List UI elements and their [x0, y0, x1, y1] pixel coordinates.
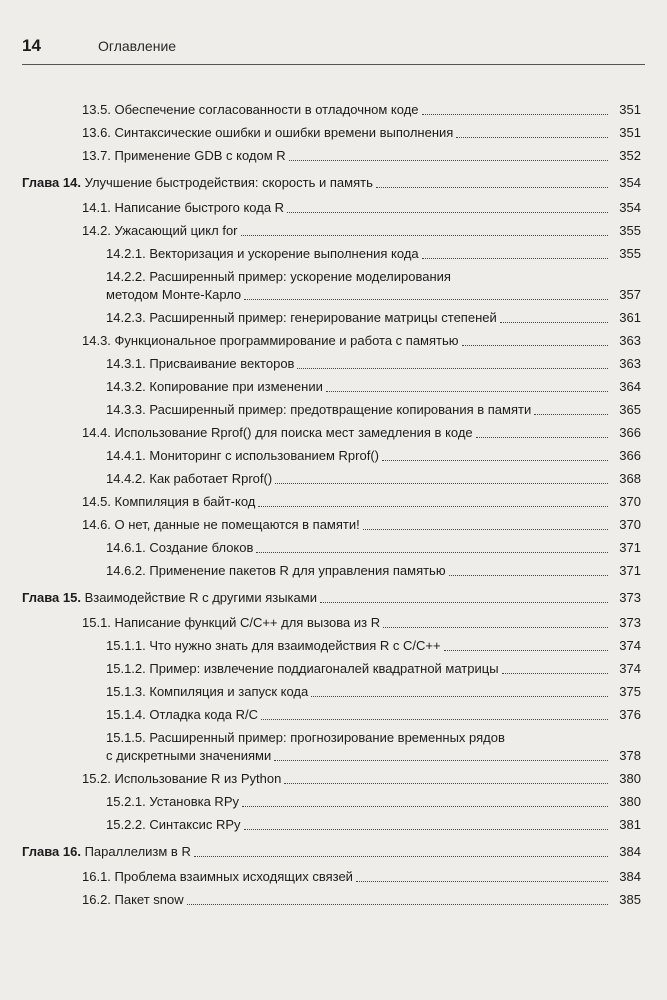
toc-page-number: 355	[619, 223, 641, 238]
toc-title: 14.3. Функциональное программирование и работа с памятью	[82, 333, 459, 348]
toc-row	[106, 660, 641, 678]
toc-title	[22, 843, 191, 861]
toc-row	[82, 147, 641, 165]
toc-subsection	[0, 447, 667, 465]
dot-leader	[274, 760, 608, 761]
toc-section	[0, 493, 667, 511]
toc-chapter	[0, 589, 667, 607]
dot-leader	[462, 345, 608, 346]
chapter-title: Взаимодействие R с другими языками	[80, 590, 317, 605]
toc-section	[0, 891, 667, 909]
toc-page-number: 361	[619, 310, 641, 325]
toc-row	[106, 245, 641, 263]
toc-row	[82, 101, 641, 119]
toc-subsection	[0, 562, 667, 580]
toc-page-number: 380	[619, 771, 641, 786]
toc-section	[0, 199, 667, 217]
dot-leader	[287, 212, 608, 213]
toc-section	[0, 614, 667, 632]
toc-row	[106, 401, 641, 419]
dot-leader	[244, 299, 608, 300]
toc-title: с дискретными значениями	[106, 748, 272, 763]
toc-page-number: 381	[619, 817, 641, 832]
toc-title: 13.6. Синтаксические ошибки и ошибки времени выполнения	[82, 125, 454, 140]
toc-page-number: 352	[619, 148, 641, 163]
toc-title: 15.1.1. Что нужно знать для взаимодействия R с C/C++	[106, 638, 441, 653]
toc-title: 14.3.1. Присваивание векторов	[106, 356, 295, 371]
toc-row	[82, 424, 641, 442]
toc-page-number: 374	[619, 638, 641, 653]
toc-section	[0, 147, 667, 165]
toc-subsection	[0, 378, 667, 396]
toc-subsection	[0, 245, 667, 263]
toc-title: 14.3.2. Копирование при изменении	[106, 379, 323, 394]
toc-row	[22, 174, 641, 192]
toc-title: 15.2.1. Установка RPy	[106, 794, 239, 809]
toc-row	[106, 637, 641, 655]
toc-section	[0, 222, 667, 240]
toc-row	[82, 222, 641, 240]
toc-page-number: 373	[619, 615, 641, 630]
toc-title: 16.1. Проблема взаимных исходящих связей	[82, 869, 353, 884]
toc-title: 14.1. Написание быстрого кода R	[82, 200, 285, 215]
toc-subsection	[0, 309, 667, 327]
toc-page-number: 351	[619, 102, 641, 117]
dot-leader	[534, 414, 608, 415]
dot-leader	[297, 368, 608, 369]
dot-leader	[289, 160, 608, 161]
toc-page-number: 370	[619, 494, 641, 509]
toc-section	[0, 516, 667, 534]
toc-row	[106, 747, 641, 765]
dot-leader	[261, 719, 608, 720]
toc-row	[106, 378, 641, 396]
toc-page-number: 385	[619, 892, 641, 907]
toc-subsection	[0, 355, 667, 373]
toc-page-number: 366	[619, 448, 641, 463]
toc-page-number: 370	[619, 517, 641, 532]
dot-leader	[383, 627, 608, 628]
toc-row	[106, 706, 641, 724]
toc-page-number: 355	[619, 246, 641, 261]
toc-page-number: 354	[619, 175, 641, 190]
dot-leader	[422, 258, 608, 259]
toc-page-number: 384	[619, 844, 641, 859]
toc-page-number: 371	[619, 563, 641, 578]
toc-subsection	[0, 683, 667, 701]
toc-page-number: 351	[619, 125, 641, 140]
toc-page-number: 357	[619, 287, 641, 302]
dot-leader	[422, 114, 608, 115]
toc-page-number: 380	[619, 794, 641, 809]
toc-section	[0, 868, 667, 886]
toc-row	[106, 355, 641, 373]
toc-row	[106, 309, 641, 327]
toc-subsection	[0, 637, 667, 655]
chapter-title: Улучшение быстродействия: скорость и память	[80, 175, 373, 190]
table-of-contents	[0, 96, 667, 909]
dot-leader	[326, 391, 608, 392]
toc-subsection	[0, 816, 667, 834]
toc-page-number: 363	[619, 333, 641, 348]
toc-page-number: 384	[619, 869, 641, 884]
toc-row	[106, 539, 641, 557]
toc-title: 14.4.2. Как работает Rprof()	[106, 471, 273, 486]
toc-row	[106, 683, 641, 701]
toc-row	[106, 562, 641, 580]
dot-leader	[376, 187, 608, 188]
dot-leader	[187, 904, 608, 905]
toc-row	[82, 493, 641, 511]
toc-title: 15.1.4. Отладка кода R/C	[106, 707, 258, 722]
toc-row	[106, 470, 641, 488]
dot-leader	[256, 552, 608, 553]
toc-title	[22, 589, 317, 607]
toc-section	[0, 124, 667, 142]
toc-subsection	[0, 470, 667, 488]
toc-row	[82, 770, 641, 788]
toc-subsection	[0, 539, 667, 557]
dot-leader	[311, 696, 608, 697]
toc-chapter	[0, 174, 667, 192]
toc-title: 14.6.2. Применение пакетов R для управления памятью	[106, 563, 446, 578]
toc-subsection	[0, 793, 667, 811]
toc-page-number: 363	[619, 356, 641, 371]
dot-leader	[476, 437, 608, 438]
toc-section	[0, 101, 667, 119]
chapter-label: Глава 16.	[22, 844, 81, 859]
toc-title: 15.1.2. Пример: извлечение поддиагоналей квадратной матрицы	[106, 661, 499, 676]
toc-section	[0, 424, 667, 442]
chapter-label: Глава 14.	[22, 175, 81, 190]
dot-leader	[382, 460, 608, 461]
toc-page-number: 376	[619, 707, 641, 722]
dot-leader	[258, 506, 608, 507]
toc-page-number: 354	[619, 200, 641, 215]
toc-title: 14.5. Компиляция в байт-код	[82, 494, 256, 509]
toc-title: 14.4. Использование Rprof() для поиска мест замедления в коде	[82, 425, 473, 440]
toc-row	[106, 816, 641, 834]
toc-title: 14.3.3. Расширенный пример: предотвращение копирования в памяти	[106, 402, 532, 417]
toc-chapter	[0, 843, 667, 861]
toc-row	[82, 516, 641, 534]
dot-leader	[449, 575, 608, 576]
toc-title-line: 15.1.5. Расширенный пример: прогнозирование временных рядов	[106, 730, 505, 745]
toc-subsection	[0, 401, 667, 419]
toc-row	[106, 793, 641, 811]
toc-page-number: 371	[619, 540, 641, 555]
toc-row	[82, 124, 641, 142]
dot-leader	[242, 806, 608, 807]
toc-title: методом Монте-Карло	[106, 287, 242, 302]
toc-page-number: 366	[619, 425, 641, 440]
page-number: 14	[22, 36, 41, 55]
toc-row	[82, 332, 641, 350]
dot-leader	[500, 322, 608, 323]
toc-title: 14.6. О нет, данные не помещаются в памяти!	[82, 517, 360, 532]
toc-section	[0, 770, 667, 788]
dot-leader	[502, 673, 608, 674]
toc-row	[82, 891, 641, 909]
toc-title-line: 14.2.2. Расширенный пример: ускорение моделирования	[106, 269, 451, 284]
toc-page-number: 378	[619, 748, 641, 763]
dot-leader	[320, 602, 608, 603]
toc-subsection	[0, 268, 667, 304]
dot-leader	[194, 856, 608, 857]
toc-subsection	[0, 729, 667, 765]
toc-row	[106, 447, 641, 465]
dot-leader	[244, 829, 608, 830]
toc-subsection	[0, 706, 667, 724]
dot-leader	[284, 783, 608, 784]
toc-row	[82, 868, 641, 886]
toc-subsection	[0, 660, 667, 678]
dot-leader	[356, 881, 608, 882]
toc-title: 13.7. Применение GDB с кодом R	[82, 148, 286, 163]
toc-title: 14.2.3. Расширенный пример: генерирование матрицы степеней	[106, 310, 497, 325]
toc-title: 14.2.1. Векторизация и ускорение выполнения кода	[106, 246, 419, 261]
chapter-label: Глава 15.	[22, 590, 81, 605]
toc-page-number: 373	[619, 590, 641, 605]
toc-row	[106, 286, 641, 304]
toc-title: 15.2.2. Синтаксис RPy	[106, 817, 241, 832]
toc-section	[0, 332, 667, 350]
toc-row	[82, 199, 641, 217]
toc-title: 14.4.1. Мониторинг с использованием Rprof()	[106, 448, 379, 463]
chapter-title: Параллелизм в R	[80, 844, 191, 859]
page-header	[22, 36, 637, 60]
toc-page-number: 375	[619, 684, 641, 699]
toc-row	[22, 589, 641, 607]
dot-leader	[456, 137, 608, 138]
dot-leader	[363, 529, 608, 530]
toc-title: 15.1. Написание функций C/C++ для вызова из R	[82, 615, 381, 630]
toc-page-number: 374	[619, 661, 641, 676]
toc-page-number: 365	[619, 402, 641, 417]
toc-title: 13.5. Обеспечение согласованности в отладочном коде	[82, 102, 419, 117]
toc-title: 15.1.3. Компиляция и запуск кода	[106, 684, 309, 699]
toc-title: 14.2. Ужасающий цикл for	[82, 223, 238, 238]
toc-title	[22, 174, 373, 192]
dot-leader	[241, 235, 609, 236]
running-title: Оглавление	[98, 38, 177, 54]
toc-title: 14.6.1. Создание блоков	[106, 540, 254, 555]
header-rule	[22, 64, 645, 65]
dot-leader	[444, 650, 608, 651]
toc-title: 15.2. Использование R из Python	[82, 771, 282, 786]
toc-page-number: 364	[619, 379, 641, 394]
toc-title: 16.2. Пакет snow	[82, 892, 184, 907]
toc-page-number: 368	[619, 471, 641, 486]
toc-row	[22, 843, 641, 861]
toc-row	[82, 614, 641, 632]
dot-leader	[275, 483, 608, 484]
